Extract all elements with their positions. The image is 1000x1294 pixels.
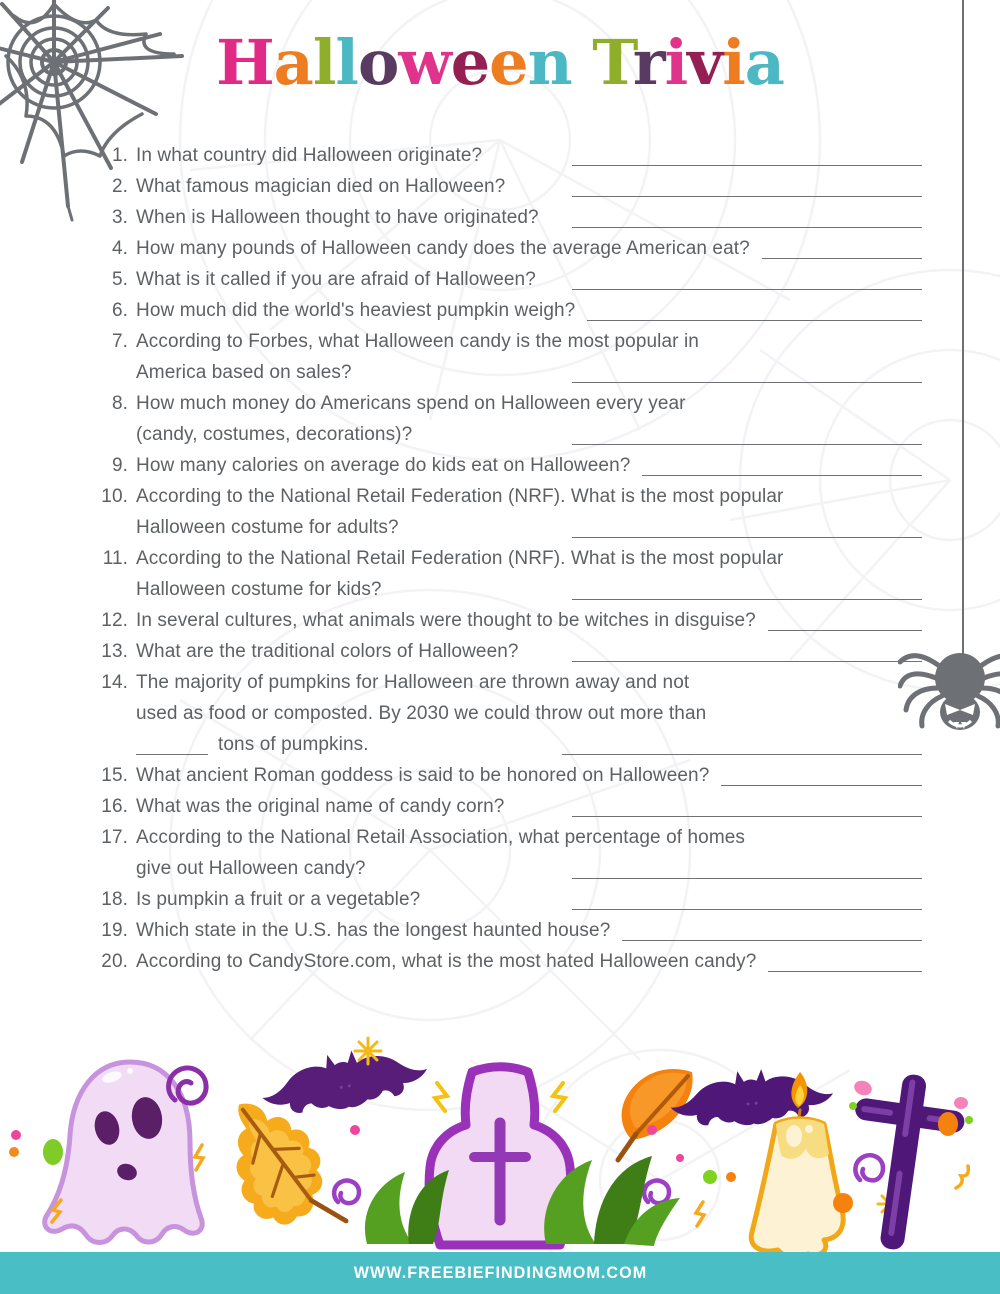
question-number: 13. [101, 641, 128, 662]
answer-blank[interactable] [768, 605, 922, 631]
question-text: Halloween costume for kids? [136, 579, 382, 600]
question-number: 10. [101, 486, 128, 507]
question-text: What ancient Roman goddess is said to be honored on Halloween? [136, 765, 710, 786]
title-letter [572, 26, 593, 99]
question-number: 19. [101, 920, 128, 941]
title-letter: n [527, 26, 572, 99]
answer-blank[interactable] [572, 171, 922, 197]
question-number: 20. [101, 951, 128, 972]
question-row-continued [98, 419, 922, 450]
answer-blank[interactable] [622, 915, 922, 941]
title-letter: a [744, 26, 784, 99]
question-text: give out Halloween candy? [136, 858, 366, 879]
question-text: How much money do Americans spend on Halloween every year [136, 393, 686, 414]
question-row [98, 636, 922, 667]
title-letter: v [687, 26, 723, 99]
question-row [98, 388, 922, 419]
answer-blank[interactable] [572, 264, 922, 290]
title-letter: w [398, 26, 451, 99]
halloween-illustrations [0, 1030, 1000, 1252]
question-text: Which state in the U.S. has the longest haunted house? [136, 920, 611, 941]
question-number: 15. [101, 765, 128, 786]
question-row [98, 140, 922, 171]
question-row [98, 791, 922, 822]
question-text: In several cultures, what animals were thought to be witches in disguise? [136, 610, 756, 631]
question-text: In what country did Halloween originate? [136, 145, 483, 166]
answer-blank[interactable] [572, 140, 922, 166]
question-number: 2. [111, 176, 128, 197]
question-row [98, 233, 922, 264]
orange-leaf-icon [618, 1069, 693, 1160]
footer-url: WWW.FREEBIEFINDINGMOM.COM [353, 1263, 647, 1282]
question-row [98, 946, 922, 977]
title-letter: T [592, 26, 633, 99]
answer-blank[interactable] [572, 419, 922, 445]
question-row-continued [98, 698, 922, 729]
question-text: Is pumpkin a fruit or a vegetable? [136, 889, 421, 910]
answer-blank[interactable] [572, 636, 922, 662]
question-number: 17. [101, 827, 128, 848]
bat-icon [257, 1038, 431, 1122]
question-number [98, 698, 128, 729]
question-number [98, 853, 128, 884]
answer-blank[interactable] [587, 295, 922, 321]
question-text: How much did the world's heaviest pumpkin weigh? [136, 300, 576, 321]
question-row [98, 326, 922, 357]
question-row [98, 822, 922, 853]
answer-blank[interactable] [762, 233, 922, 259]
answer-blank[interactable] [572, 512, 922, 538]
question-number: 9. [111, 455, 128, 476]
question-number: 4. [111, 238, 128, 259]
question-row [98, 543, 922, 574]
title-letter: H [216, 26, 274, 99]
answer-blank-inline[interactable] [136, 729, 208, 755]
title-letter: a [273, 26, 313, 99]
answer-blank[interactable] [572, 884, 922, 910]
title-letter: r [632, 26, 665, 99]
question-row [98, 450, 922, 481]
question-text: According to the National Retail Federation (NRF). What is the most popular [136, 486, 784, 507]
question-row-continued [98, 853, 922, 884]
question-row [98, 667, 922, 698]
title-letter: o [357, 26, 399, 99]
question-number: 14. [101, 672, 128, 693]
question-row [98, 171, 922, 202]
question-text: How many calories on average do kids eat on Halloween? [136, 455, 631, 476]
question-text: According to CandyStore.com, what is the most hated Halloween candy? [136, 951, 757, 972]
question-row-continued [98, 512, 922, 543]
question-number: 11. [102, 548, 128, 569]
question-row [98, 605, 922, 636]
question-row-continued [98, 729, 922, 760]
answer-blank[interactable] [721, 760, 922, 786]
question-text: How many pounds of Halloween candy does the average American eat? [136, 238, 750, 259]
question-number: 5. [111, 269, 128, 290]
question-number: 12. [101, 610, 128, 631]
question-row [98, 264, 922, 295]
question-number: 7. [111, 331, 128, 352]
question-text: The majority of pumpkins for Halloween are thrown away and not [136, 672, 690, 693]
question-number [98, 419, 128, 450]
question-number: 6. [111, 300, 128, 321]
answer-blank[interactable] [572, 574, 922, 600]
answer-blank[interactable] [768, 946, 922, 972]
question-number: 18. [101, 889, 128, 910]
question-text: What was the original name of candy corn? [136, 796, 505, 817]
question-text: What is it called if you are afraid of Halloween? [136, 269, 536, 290]
question-text: used as food or composted. By 2030 we could throw out more than [136, 703, 707, 724]
page-title [0, 26, 1000, 99]
question-row [98, 915, 922, 946]
answer-blank[interactable] [562, 729, 922, 755]
question-number: 16. [101, 796, 128, 817]
answer-blank[interactable] [572, 202, 922, 228]
title-letter: l [312, 26, 336, 99]
title-letter: i [664, 26, 688, 99]
question-list [0, 140, 1000, 977]
question-number: 8. [111, 393, 128, 414]
answer-blank[interactable] [572, 357, 922, 383]
question-number [98, 357, 128, 388]
question-row-continued [98, 357, 922, 388]
question-text: America based on sales? [136, 362, 352, 383]
question-number [98, 574, 128, 605]
answer-blank[interactable] [572, 791, 922, 817]
question-text: (candy, costumes, decorations)? [136, 424, 413, 445]
answer-blank[interactable] [572, 853, 922, 879]
title-letter: e [450, 26, 490, 99]
question-text: According to the National Retail Association, what percentage of homes [136, 827, 746, 848]
question-row [98, 202, 922, 233]
question-text: According to the National Retail Federation (NRF). What is the most popular [136, 548, 784, 569]
footer-bar [0, 1252, 1000, 1294]
question-number: 3. [111, 207, 128, 228]
question-row [98, 295, 922, 326]
question-text: When is Halloween thought to have originated? [136, 207, 539, 228]
title-letter: e [489, 26, 528, 99]
title-letter: i [722, 26, 745, 99]
question-text: What are the traditional colors of Halloween? [136, 641, 519, 662]
question-row [98, 884, 922, 915]
question-number: 1. [111, 145, 128, 166]
question-number [98, 512, 128, 543]
question-text: According to Forbes, what Halloween candy is the most popular in [136, 331, 699, 352]
question-text: Halloween costume for adults? [136, 517, 399, 538]
question-number [98, 729, 128, 760]
answer-blank[interactable] [642, 450, 922, 476]
question-row [98, 760, 922, 791]
question-row [98, 481, 922, 512]
question-text: What famous magician died on Halloween? [136, 176, 506, 197]
question-row-continued [98, 574, 922, 605]
title-letter: l [335, 26, 358, 99]
question-text: tons of pumpkins. [218, 734, 369, 755]
